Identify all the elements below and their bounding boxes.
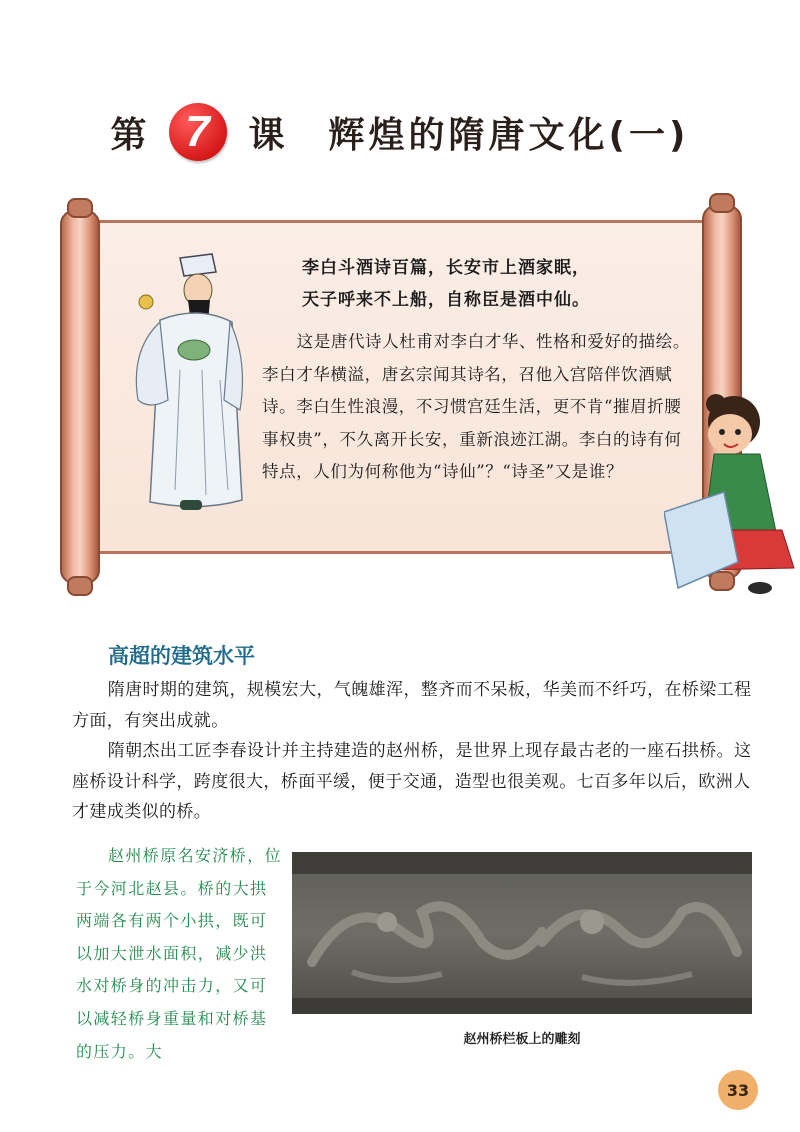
body-paragraph: 隋朝杰出工匠李春设计并主持建造的赵州桥，是世界上现存最古老的一座石拱桥。这座桥设计科学，跨度很大，桥面平缓，便于交通，造型也很美观。七百多年以后，欧洲人才建成类似的桥。 — [72, 741, 752, 822]
side-note: 赵州桥原名安济桥，位于今河北赵县。桥的大拱两端各有两个小拱，既可以加大泄水面积，减少洪水对桥身的冲击力，又可以减轻桥身重量和对桥基的压力。大 — [76, 846, 283, 1061]
scroll-roll-left — [60, 210, 100, 584]
lesson-name: 辉煌的隋唐文化(一) — [328, 114, 690, 156]
poem-line: 天子呼来不上船，自称臣是酒中仙。 — [302, 290, 590, 310]
lesson-suffix: 课 — [248, 114, 285, 156]
lesson-prefix: 第 — [110, 114, 147, 156]
photo-caption: 赵州桥栏板上的雕刻 — [463, 1032, 581, 1047]
bridge-carving-photo — [292, 852, 752, 1014]
girl-illustration — [664, 392, 800, 604]
poem-line: 李白斗酒诗百篇，长安市上酒家眠， — [302, 258, 590, 278]
lesson-title-bar — [0, 100, 800, 164]
li-bai-illustration — [120, 250, 250, 525]
body-paragraph: 隋唐时期的建筑，规模宏大，气魄雄浑，整齐而不呆板，华美而不纤巧，在桥梁工程方面，有突出成就。 — [72, 680, 752, 731]
section-heading: 高超的建筑水平 — [108, 644, 255, 668]
scroll-paragraph: 这是唐代诗人杜甫对李白才华、性格和爱好的描绘。李白才华横溢，唐玄宗闻其诗名，召他入宫陪伴饮酒赋诗。李白生性浪漫，不习惯宫廷生活，更不肯“摧眉折腰事权贵”，不久离开长安，重新浪迹江湖。李白的诗有何特点，人们为何称他为“诗仙”？“诗圣”又是谁？ — [262, 332, 690, 481]
lesson-number-badge: 7 — [169, 103, 227, 161]
page-number: 33 — [718, 1070, 758, 1110]
poem — [302, 252, 702, 316]
